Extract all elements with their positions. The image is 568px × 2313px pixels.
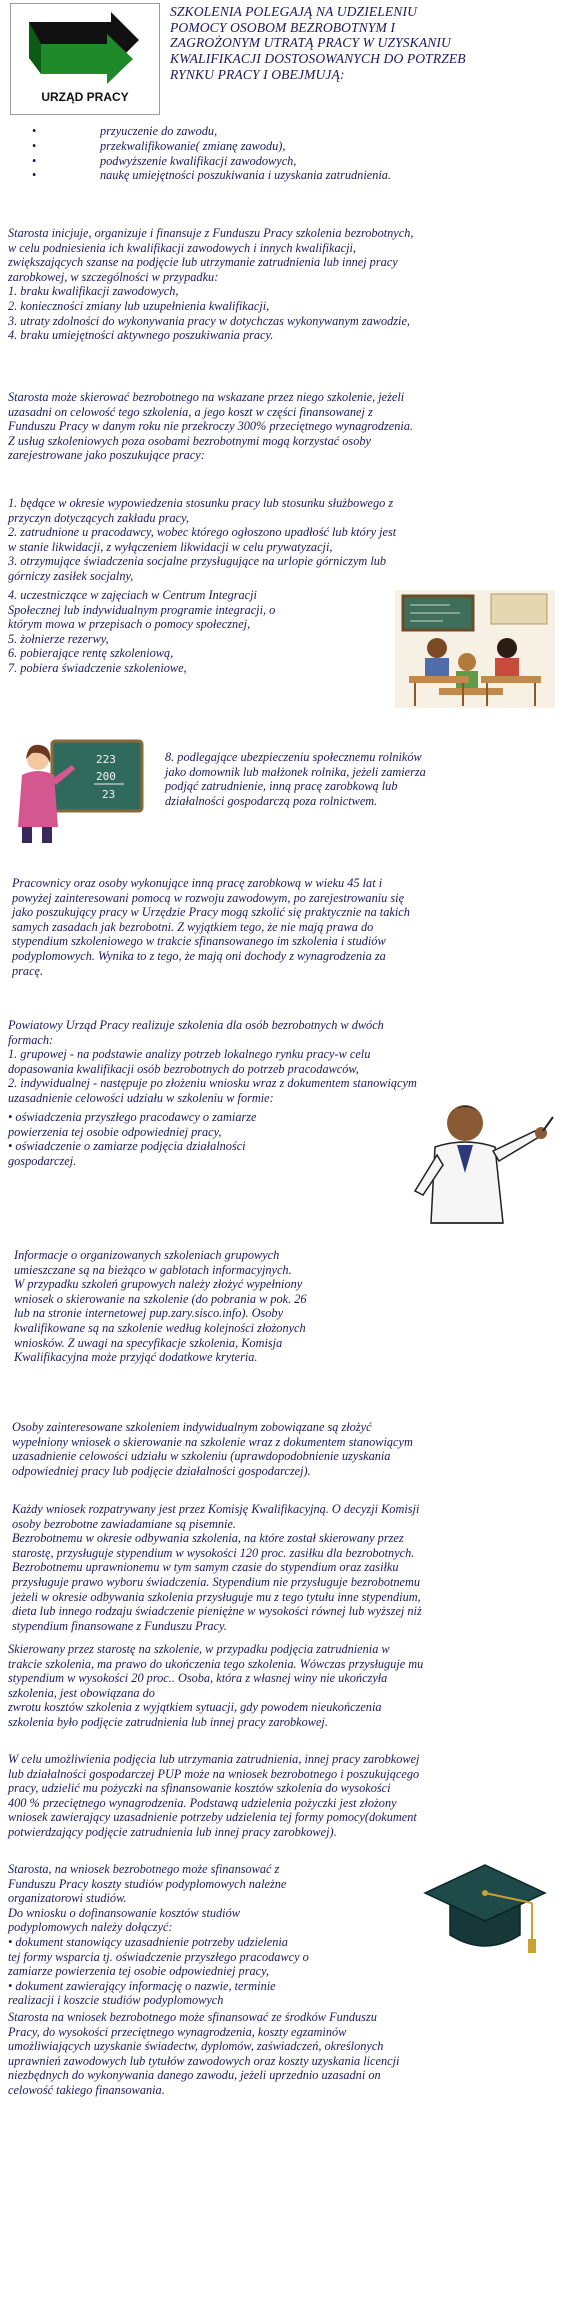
- text-line: zarobkowej, w szczególności w przypadku:: [8, 269, 219, 284]
- paragraph-skierowanie: [8, 390, 563, 463]
- text-line: organizatorowi studiów.: [8, 1891, 127, 1906]
- text-line: Z usług szkoleniowych poza osobami bezrobotnymi mogą korzystać osoby: [8, 433, 371, 448]
- text-line: Starosta inicjuje, organizuje i finansuje z Funduszu Pracy szkolenia bezrobotnych,: [8, 226, 414, 240]
- text-line: Do wniosku o dofinansowanie kosztów studiów: [8, 1905, 240, 1920]
- text-line: 4. braku umiejętności aktywnego poszukiwania pracy.: [8, 328, 274, 343]
- text-line: 6. pobierające rentę szkoleniową,: [8, 646, 174, 661]
- paragraph-rolnicy: [165, 750, 560, 808]
- text-line: lub na stronie internetowej pup.zary.sisco.info). Osoby: [14, 1306, 284, 1321]
- text-line: stypendium finansowane z Funduszu Pracy.: [12, 1618, 227, 1633]
- text-line: Skierowany przez starostę na szkolenie, w przypadku podjęcia zatrudnienia w: [8, 1642, 390, 1656]
- paragraph-pracownicy-45: [12, 876, 567, 978]
- text-line: zarejestrowane jako poszukujące pracy:: [8, 448, 205, 463]
- logo: [10, 3, 160, 115]
- classroom-illustration: [395, 590, 555, 708]
- text-line: lub działalności gospodarczej PUP może na wniosek bezrobotnego i poszukującego: [8, 1766, 420, 1781]
- title-line: RYNKU PRACY I OBEJMUJĄ:: [170, 66, 345, 82]
- text-line: Pracy, do wysokości przeciętnego wynagrodzenia, koszty egzaminów: [8, 2024, 347, 2039]
- text-line: • oświadczenia przyszłego pracodawcy o zamiarze: [8, 1110, 257, 1124]
- text-line: 4. uczestniczące w zajęciach w Centrum Integracji: [8, 588, 257, 602]
- chalk-number: 223: [96, 753, 116, 766]
- text-line: Kwalifikacyjna może przyjąć dodatkowe kryteria.: [14, 1350, 258, 1365]
- text-line: podyplomowych należy dołączyć:: [8, 1920, 173, 1935]
- text-line: W celu umożliwienia podjęcia lub utrzymania zatrudnienia, innej pracy zarobkowej: [8, 1752, 420, 1766]
- text-line: Informacje o organizowanych szkoleniach grupowych: [14, 1248, 280, 1262]
- text-line: pracy, udzielić mu pożyczki na sfinansowanie kosztów szkolenia do wysokości: [8, 1781, 391, 1796]
- page-title: [170, 4, 562, 83]
- text-line: Każdy wniosek rozpatrywany jest przez Komisję Kwalifikacyjną. O decyzji Komisji: [12, 1502, 420, 1516]
- text-line: realizacji i koszcie studiów podyplomowych: [8, 1993, 224, 2008]
- text-line: gospodarczej.: [8, 1153, 77, 1168]
- text-line: samych zasadach jak bezrobotni. Z wyjątkiem tego, że nie mają prawa do: [12, 919, 374, 934]
- text-line: podyplomowych. Wynika to z tego, że mają oni dochody z wynagrodzenia za: [12, 948, 386, 963]
- text-line: wniosek o skierowanie na szkolenie (do pobrania w pok. 26: [14, 1291, 307, 1306]
- text-line: Bezrobotnemu w okresie odbywania szkolenia, na które został skierowany przez: [12, 1531, 404, 1546]
- paragraph-starosta-inicjuje: [8, 226, 563, 343]
- text-line: 2. konieczności zmiany lub uzupełnienia kwalifikacji,: [8, 298, 270, 313]
- text-line: uzasadni on celowość tego szkolenia, a jego koszt w części finansowanej z: [8, 404, 373, 419]
- training-types-list: [30, 124, 560, 183]
- text-line: stypendium szkoleniowego w trakcie sfinansowanego im szkolenia i studiów: [12, 934, 386, 949]
- title-line: ZAGROŻONYM UTRATĄ PRACY W UZYSKANIU: [170, 35, 451, 51]
- text-line: 3. utraty zdolności do wykonywania pracy w dotychczas wykonywanym zawodzie,: [8, 313, 410, 328]
- text-line: szkolenia, jest obowiązana do: [8, 1685, 155, 1700]
- text-line: Pracownicy oraz osoby wykonujące inną pracę zarobkową w wieku 45 lat i: [12, 876, 383, 890]
- text-line: jeżeli w okresie odbywania szkolenia przysługuje mu z tego tytułu inne stypendium,: [12, 1589, 421, 1604]
- text-line: Powiatowy Urząd Pracy realizuje szkolenia dla osób bezrobotnych w dwóch: [8, 1018, 384, 1032]
- text-line: w stanie likwidacji, z wyłączeniem likwidacji w celu prywatyzacji,: [8, 539, 333, 554]
- text-line: uzasadnienie celowości udziału w szkoleniu w formie:: [8, 1090, 274, 1105]
- text-line: przysługuje prawo wyboru świadczenia. Stypendium nie przysługuje bezrobotnemu: [12, 1574, 421, 1589]
- text-line: w celu podniesienia ich kwalifikacji zawodowych i innych kwalifikacji,: [8, 240, 356, 255]
- paragraph-egzaminy: [8, 2010, 563, 2098]
- text-line: 1. braku kwalifikacji zawodowych,: [8, 284, 179, 299]
- text-line: Bezrobotnemu uprawnionemu w tym samym czasie do stypendium oraz zasiłku: [12, 1560, 399, 1575]
- text-line: Osoby zainteresowane szkoleniem indywidualnym zobowiązane są złożyć: [12, 1420, 372, 1434]
- text-line: • oświadczenie o zamiarze podjęcia działalności: [8, 1139, 246, 1154]
- text-line: Starosta, na wniosek bezrobotnego może sfinansować z: [8, 1862, 280, 1876]
- paragraph-uprawnieni-list-continued: [8, 588, 388, 676]
- text-line: 5. żołnierze rezerwy,: [8, 631, 109, 646]
- text-line: przyczyn dotyczących zakładu pracy,: [8, 510, 189, 525]
- text-line: 7. pobiera świadczenie szkoleniowe,: [8, 660, 187, 675]
- paragraph-oswiadczenia: [8, 1110, 388, 1168]
- list-item: • podwyższenie kwalifikacji zawodowych,: [30, 154, 560, 169]
- text-line: 8. podlegające ubezpieczeniu społecznemu rolników: [165, 750, 422, 764]
- text-line: wniosek zawierający uzasadnienie potrzeby udzielenia tej formy pomocy(dokument: [8, 1810, 417, 1825]
- text-line: górniczy zasiłek socjalny,: [8, 568, 134, 583]
- text-line: Starosta może skierować bezrobotnego na wskazane przez niego szkolenie, jeżeli: [8, 390, 405, 404]
- text-line: uprawnień zawodowych lub tytułów zawodowych oraz koszty uzyskania licencji: [8, 2053, 400, 2068]
- text-line: którym mowa w przepisach o pomocy społecznej,: [8, 617, 251, 632]
- text-line: 2. indywidualnej - następuje po złożeniu wniosku wraz z dokumentem stanowiącym: [8, 1076, 417, 1091]
- text-line: powierzenia tej osobie odpowiedniej pracy,: [8, 1124, 222, 1139]
- text-line: pracę.: [12, 963, 44, 978]
- text-line: starostę, przysługuje stypendium w wysokości 120 proc. zasiłku dla bezrobotnych.: [12, 1545, 415, 1560]
- text-line: umożliwiających uzyskanie świadectw, dyplomów, zaświadczeń, określonych: [8, 2039, 384, 2054]
- text-line: działalności gospodarczą poza rolnictwem.: [165, 793, 378, 808]
- text-line: odpowiedniej pracy lub podjęcie działalności gospodarczej).: [12, 1463, 311, 1478]
- paragraph-komisja-stypendium: [12, 1502, 567, 1633]
- text-line: 1. grupowej - na podstawie analizy potrzeb lokalnego rynku pracy-w celu: [8, 1047, 371, 1062]
- text-line: jako poszukujący pracy w Urzędzie Pracy mogą szkolić się praktycznie na takich: [12, 905, 410, 920]
- text-line: 2. zatrudnione u pracodawcy, wobec którego ogłoszono upadłość lub który jest: [8, 525, 397, 540]
- text-line: zwrotu kosztów szkolenia z wyjątkiem sytuacji, gdy powodem nieukończenia: [8, 1700, 382, 1715]
- text-line: 1. będące w okresie wypowiedzenia stosunku pracy lub stosunku służbowego z: [8, 496, 394, 510]
- text-line: podjąć zatrudnienie, inną pracę zarobkową lub: [165, 779, 398, 794]
- text-line: dopasowania kwalifikacji osób bezrobotnych do potrzeb pracodawców,: [8, 1061, 359, 1076]
- text-line: W przypadku szkoleń grupowych należy złożyć wypełniony: [14, 1277, 303, 1292]
- list-item: • przekwalifikowanie( zmianę zawodu),: [30, 139, 560, 154]
- text-line: uzasadnienie celowości udziału w szkoleniu (uprawdopodobnienie uzyskania: [12, 1449, 391, 1464]
- text-line: • dokument zawierający informację o nazwie, terminie: [8, 1978, 276, 1993]
- text-line: jako domownik lub małżonek rolnika, jeżeli zamierza: [165, 764, 426, 779]
- text-line: zamiarze powierzenia tej osobie odpowiedniej pracy,: [8, 1964, 269, 1979]
- chalk-number: 23: [102, 788, 116, 801]
- text-line: Funduszu Pracy w danym roku nie przekroczy 300% przeciętnego wynagrodzenia.: [8, 419, 414, 434]
- text-line: umieszczane są na bieżąco w gablotach informacyjnych.: [14, 1262, 292, 1277]
- paragraph-szkolenie-indywidualne: [12, 1420, 567, 1478]
- title-line: POMOCY OSOBOM BEZROBOTNYM I: [170, 19, 396, 35]
- text-line: zwiększających szanse na podjęcie lub utrzymanie zatrudnienia lub innej pracy: [8, 255, 398, 270]
- title-line: SZKOLENIA POLEGAJĄ NA UDZIELENIU: [170, 4, 418, 19]
- lecturer-illustration: [395, 1095, 555, 1230]
- text-line: • dokument stanowiący uzasadnienie potrzeby udzielenia: [8, 1934, 288, 1949]
- text-line: celowość takiego finansowania.: [8, 2082, 165, 2097]
- text-line: Społecznej lub indywidualnym programie integracji, o: [8, 602, 276, 617]
- text-line: tej formy wsparcia tj. oświadczenie przyszłego pracodawcy o: [8, 1949, 309, 1964]
- paragraph-ukonczenie-szkolenia: [8, 1642, 563, 1730]
- title-line: KWALIFIKACJI DOSTOSOWANYCH DO POTRZEB: [170, 51, 466, 67]
- text-line: szkolenia było podjęcie zatrudnienia lub innej pracy zarobkowej.: [8, 1714, 328, 1729]
- paragraph-pozyczka: [8, 1752, 563, 1840]
- paragraph-uprawnieni-list: [8, 496, 563, 584]
- list-item: • naukę umiejętności poszukiwania i uzyskania zatrudnienia.: [30, 168, 560, 183]
- text-line: 400 % przeciętnego wynagrodzenia. Podstawą udzielenia pożyczki jest złożony: [8, 1795, 397, 1810]
- text-line: Funduszu Pracy koszty studiów podyplomowych należne: [8, 1876, 287, 1891]
- text-line: wniosków. Z uwagi na specyfikacje szkolenia, Komisja: [14, 1335, 283, 1350]
- teacher-chalkboard-illustration: [8, 735, 148, 845]
- logo-text: URZĄD PRACY: [41, 90, 129, 104]
- paragraph-studia-podyplomowe: [8, 1862, 403, 2008]
- text-line: wypełniony wniosek o skierowanie na szkolenie wraz z dokumentem stanowiącym: [12, 1434, 413, 1449]
- chalk-number: 200: [96, 770, 116, 783]
- paragraph-szkolenia-grupowe: [14, 1248, 394, 1365]
- text-line: stypendium w wysokości 20 proc.. Osoba, która z własnej winy nie ukończyła: [8, 1671, 388, 1686]
- text-line: niezbędnych do wykonywania danego zawodu, jeżeli uprzednio uzasadni on: [8, 2068, 381, 2083]
- text-line: trakcie szkolenia, ma prawo do ukończenia tego szkolenia. Wówczas przysługuje mu: [8, 1656, 424, 1671]
- text-line: dieta lub innego rodzaju świadczenie pieniężne w wysokości równej lub wyższej niż: [12, 1604, 422, 1619]
- text-line: 3. otrzymujące świadczenia socjalne przysługujące na urlopie górniczym lub: [8, 554, 387, 569]
- text-line: formach:: [8, 1032, 54, 1047]
- graduation-cap-icon: [420, 1855, 550, 1965]
- text-line: kwalifikowane są na szkolenie według kolejności złożonych: [14, 1320, 306, 1335]
- paragraph-formy-szkolen: [8, 1018, 563, 1106]
- text-line: potwierdzający podjęcie zatrudnienia lub innej pracy zarobkowej).: [8, 1824, 337, 1839]
- text-line: osoby bezrobotne zawiadamiane są pisemnie.: [12, 1516, 236, 1531]
- text-line: powyżej zainteresowani pomocą w rozwoju zawodowym, po zarejestrowaniu się: [12, 890, 405, 905]
- text-line: Starosta na wniosek bezrobotnego może sfinansować ze środków Funduszu: [8, 2010, 377, 2024]
- list-item: • przyuczenie do zawodu,: [30, 124, 560, 139]
